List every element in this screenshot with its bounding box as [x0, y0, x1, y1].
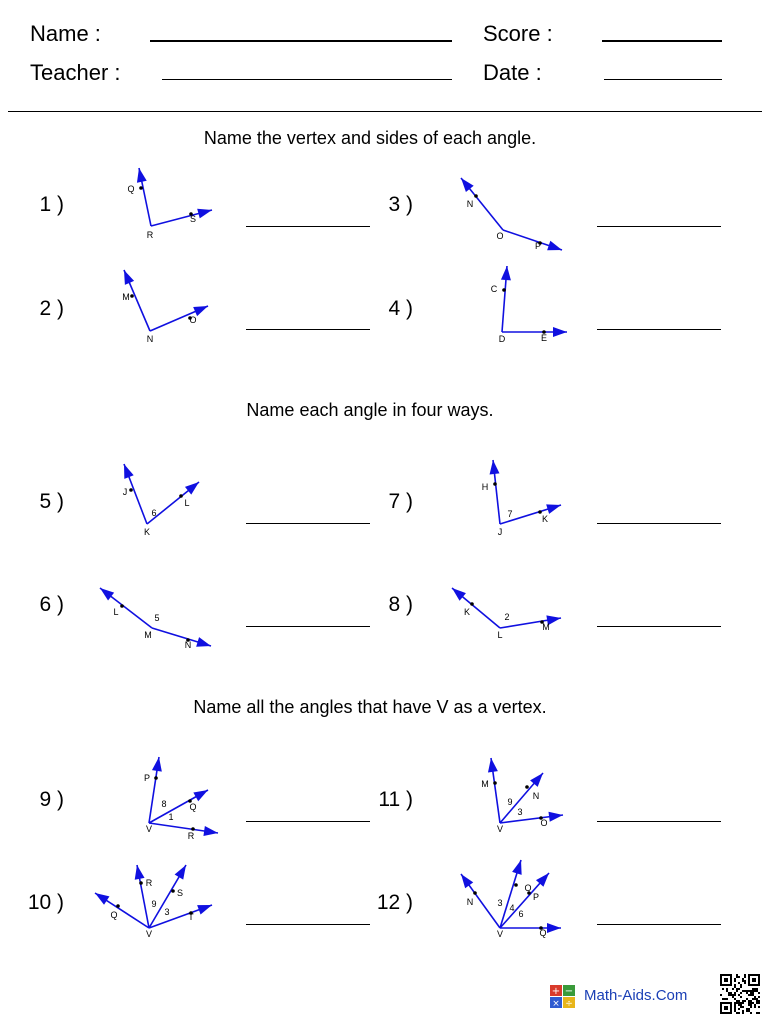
- angle-7-label-2: J: [497, 527, 503, 537]
- problem-3-number: 3 ): [388, 193, 413, 216]
- section-2-instruction: Name each angle in four ways.: [246, 400, 494, 420]
- angle-figure-4: [491, 266, 567, 344]
- angle-3-label-3: P: [534, 241, 542, 251]
- angle-5-label-1: J: [122, 487, 128, 497]
- problem-10-number: 10 ): [27, 891, 64, 914]
- angle-figure-3: [461, 178, 562, 251]
- angle-1-label-2: R: [146, 230, 154, 240]
- angle-3-label-2: O: [496, 231, 504, 241]
- problem-5-number: 5 ): [39, 490, 64, 513]
- angle-figure-8: [452, 588, 561, 640]
- angle-10-label-4: T: [188, 912, 194, 922]
- name-label: Name :: [30, 21, 101, 46]
- angle-8-label-4: 2: [504, 612, 510, 622]
- angle-4-label-1: C: [490, 284, 498, 294]
- angle-figure-7: [482, 460, 561, 537]
- angle-figure-11: [481, 758, 563, 834]
- angle-4-label-2: D: [498, 334, 506, 344]
- angle-4-label-3: E: [540, 333, 548, 343]
- angle-12-label-5: V: [496, 929, 504, 939]
- angle-9-label-2: Q: [189, 802, 197, 812]
- angle-12-label-2: O: [524, 883, 532, 893]
- angle-7-label-4: 7: [507, 509, 513, 519]
- angle-11-label-5: 9: [507, 797, 513, 807]
- angle-12-label-6: 3: [497, 898, 503, 908]
- angle-11-label-2: N: [532, 791, 540, 801]
- angle-9-label-5: 8: [161, 799, 167, 809]
- section-3-instruction: Name all the angles that have V as a vertex.: [193, 697, 547, 717]
- problem-12-number: 12 ): [376, 891, 413, 914]
- angle-5-label-4: 6: [151, 508, 157, 518]
- angle-2-label-3: O: [189, 315, 197, 325]
- angle-10-label-2: R: [145, 878, 153, 888]
- angle-11-label-6: 3: [517, 807, 523, 817]
- angle-5-label-2: K: [143, 527, 151, 537]
- svg-text:−: −: [564, 986, 574, 997]
- angle-12-label-4: Q: [539, 928, 547, 938]
- svg-text:÷: ÷: [565, 999, 573, 1009]
- angle-10-label-6: 9: [151, 899, 157, 909]
- date-label: Date :: [483, 60, 542, 85]
- angle-figure-12: [461, 860, 561, 939]
- footer-brand-link[interactable]: Math-Aids.Com: [584, 987, 688, 1004]
- angle-6-label-4: 5: [154, 613, 160, 623]
- angle-figure-10: [95, 865, 212, 939]
- problem-9-number: 9 ): [39, 788, 64, 811]
- problem-1-number: 1 ): [39, 193, 64, 216]
- angle-10-label-1: Q: [110, 910, 118, 920]
- angle-3-label-1: N: [466, 199, 474, 209]
- angle-11-label-4: V: [496, 824, 504, 834]
- angle-12-label-7: 4: [509, 903, 515, 913]
- problem-6-number: 6 ): [39, 593, 64, 616]
- angle-1-label-3: S: [189, 214, 197, 224]
- angle-12-label-8: 6: [518, 909, 524, 919]
- qr-code-icon: [720, 974, 760, 1014]
- score-label: Score :: [483, 21, 553, 46]
- angle-1-label-1: Q: [127, 184, 135, 194]
- problem-2-number: 2 ): [39, 297, 64, 320]
- angle-5-label-3: L: [184, 498, 190, 508]
- section-1-instruction: Name the vertex and sides of each angle.: [203, 128, 537, 148]
- angle-11-label-1: M: [481, 779, 489, 789]
- angle-6-label-2: M: [144, 630, 152, 640]
- calculator-icon: [550, 985, 576, 1009]
- angle-6-label-1: L: [113, 607, 119, 617]
- angle-figure-2: [122, 270, 208, 344]
- angle-2-label-2: N: [146, 334, 154, 344]
- svg-text:×: ×: [552, 999, 560, 1009]
- angle-figure-1: [127, 168, 212, 240]
- angle-7-label-3: K: [541, 514, 549, 524]
- problem-4-number: 4 ): [388, 297, 413, 320]
- problem-7-number: 7 ): [388, 490, 413, 513]
- svg-text:+: +: [551, 986, 561, 997]
- teacher-label: Teacher :: [30, 60, 121, 85]
- angle-12-label-1: N: [466, 897, 474, 907]
- angle-9-label-4: V: [145, 824, 153, 834]
- angle-12-label-3: P: [532, 892, 540, 902]
- angle-7-label-1: H: [481, 482, 489, 492]
- angle-9-label-1: P: [143, 773, 151, 783]
- angle-11-label-3: O: [540, 818, 548, 828]
- angle-10-label-3: S: [176, 888, 184, 898]
- angle-figure-6: [100, 588, 211, 650]
- angle-10-label-5: V: [145, 929, 153, 939]
- angle-figure-9: [144, 757, 218, 841]
- angle-2-label-1: M: [122, 292, 130, 302]
- angle-10-label-7: 3: [164, 907, 170, 917]
- problem-8-number: 8 ): [388, 593, 413, 616]
- problem-11-number: 11 ): [378, 788, 413, 811]
- angle-9-label-3: R: [187, 831, 195, 841]
- angle-8-label-3: M: [542, 622, 550, 632]
- angle-8-label-1: K: [463, 607, 471, 617]
- angle-8-label-2: L: [497, 630, 503, 640]
- angle-figure-5: [123, 464, 199, 537]
- angle-6-label-3: N: [184, 640, 192, 650]
- angle-9-label-6: 1: [168, 812, 174, 822]
